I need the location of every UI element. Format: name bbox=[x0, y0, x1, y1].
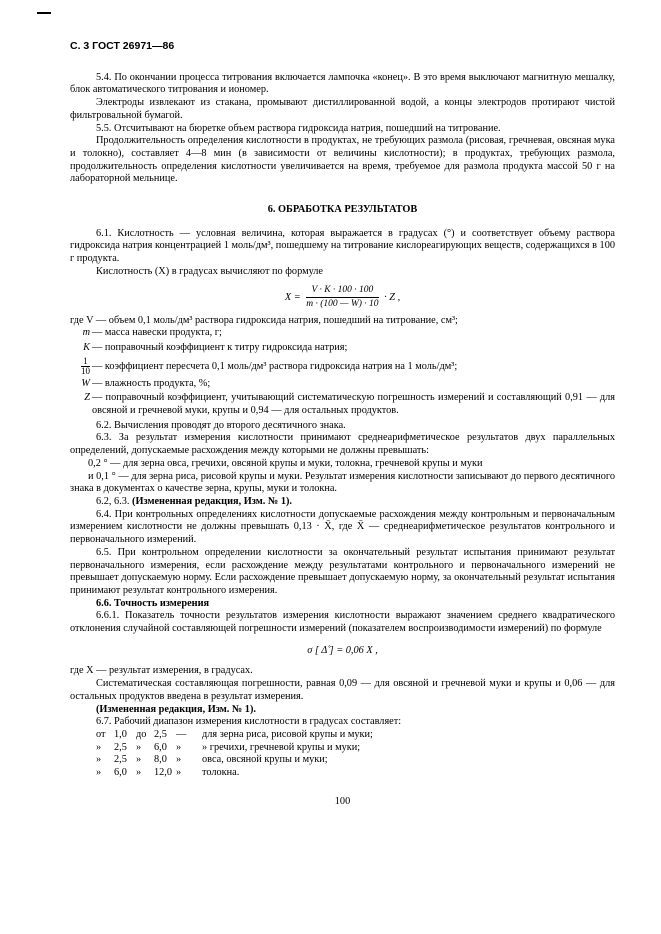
where-x: где X — результат измерения, в градусах. bbox=[70, 665, 253, 677]
amendment-note: (Измененная редакция, Изм. № 1). bbox=[132, 495, 292, 507]
formula-acidity bbox=[70, 285, 615, 310]
amendment-ref: 6.2, 6.3. bbox=[96, 495, 130, 507]
formula-lhs: X = bbox=[284, 291, 301, 303]
range-dash: — bbox=[176, 728, 187, 740]
definition-text: — влажность продукта, %; bbox=[92, 377, 211, 389]
range-from: 1,0 bbox=[114, 728, 127, 740]
para-6-1b: Кислотность (X) в градусах вычисляют по формуле bbox=[96, 265, 323, 277]
formula-sigma: σ [ Δ̊ ] = 0,06 X , bbox=[307, 644, 378, 656]
range-word: » bbox=[136, 741, 142, 753]
range-to: 2,5 bbox=[154, 728, 167, 740]
definition-text: — коэффициент пересчета 0,1 моль/дм³ раствора гидроксида натрия на 1 моль/дм³; bbox=[92, 360, 458, 372]
range-to: 6,0 bbox=[154, 741, 167, 753]
section-title: 6. ОБРАБОТКА РЕЗУЛЬТАТОВ bbox=[267, 204, 418, 216]
range-word: до bbox=[136, 728, 147, 740]
formula-denominator: m · (100 — W) · 10 bbox=[306, 298, 379, 309]
range-row bbox=[96, 729, 615, 742]
range-dash: » bbox=[176, 767, 182, 779]
corner-mark bbox=[37, 12, 51, 14]
definition-text: — поправочный коэффициент к титру гидроксида натрия; bbox=[92, 341, 348, 353]
fraction-top: 1 bbox=[81, 357, 90, 367]
para-6-6-1: 6.6.1. Показатель точности результатов измерения кислотности выражают значением среднего квадратического отклонения случайной составляющей погрешности измерений (показателем воспроизводимости измерений) по формуле bbox=[70, 610, 615, 635]
para-6-3: 6.3. За результат измерения кислотности принимают среднеарифметическое результатов двух параллельных определений, допускаемые расхождения между которыми не должны превышать: bbox=[70, 432, 615, 457]
range-word: » bbox=[96, 767, 102, 779]
fraction-bottom: 10 bbox=[81, 365, 90, 376]
para-5-4b: Электроды извлекают из стакана, промывают дистиллированной водой, а концы электродов протирают чистой фильтровальной бумагой. bbox=[70, 97, 615, 121]
range-text: овса, овсяной крупы и муки; bbox=[202, 754, 328, 766]
para-5-5b: Продолжительность определения кислотности в продуктах, не требующих размола (рисовая, гречневая, овсяная мука и толокно), составляет 4—8 мин (в зависимости от величины кислотности); в продуктах, требующих размола, продолжительность определения кислотности увеличивается на время, требуемое для размола продукта массой 50 г на лабораторной мельнице. bbox=[70, 135, 615, 185]
range-from: 2,5 bbox=[114, 754, 127, 766]
range-text: для зерна риса, рисовой крупы и муки; bbox=[202, 728, 373, 740]
range-dash: » bbox=[176, 754, 182, 766]
definition-text: — поправочный коэффициент, учитывающий систематическую погрешность измерений и составляющий 0,91 — для овсяной и гречневой муки, крупы и 0,94 — для остальных продуктов. bbox=[92, 392, 615, 417]
range-word: от bbox=[96, 728, 106, 740]
small-fraction bbox=[81, 357, 90, 376]
range-from: 6,0 bbox=[114, 767, 127, 779]
para-6-3a: 0,2 ° — для зерна овса, гречихи, овсяной крупы и муки, толокна, гречневой крупы и муки bbox=[88, 457, 483, 469]
range-table bbox=[68, 729, 615, 780]
range-to: 8,0 bbox=[154, 754, 167, 766]
para-systematic: Систематическая составляющая погрешности, равная 0,09 — для овсяной и гречневой муки и крупы и 0,06 — для остальных продуктов введена в результат измерения. bbox=[70, 678, 615, 702]
range-row bbox=[96, 754, 615, 767]
para-6-4: 6.4. При контрольных определениях кислотности допускаемые расхождения между контрольным и первоначальным измерением кислотности не должны превышать 0,13 · X̄, где X̄ — среднеарифметическое результатов контрольного и первоначального измерений. bbox=[70, 508, 615, 546]
para-6-3b: и 0,1 ° — для зерна риса, рисовой крупы и муки. Результат измерения кислотности записывают до первого десятичного знака в документах о качестве зерна, крупы, муки и толокна. bbox=[70, 470, 615, 495]
definition-symbol: m bbox=[82, 327, 90, 339]
range-text: толокна. bbox=[202, 767, 240, 779]
definition-symbol: Z bbox=[84, 392, 90, 404]
para-5-4: 5.4. По окончании процесса титрования включается лампочка «конец». В это время выключают магнитную мешалку, блок автоматического титрования и иономер. bbox=[70, 71, 615, 96]
para-6-6-heading: 6.6. Точность измерения bbox=[96, 597, 210, 609]
range-row bbox=[96, 767, 615, 780]
page-number: 100 bbox=[334, 795, 351, 807]
amendment-6-2-6-3 bbox=[70, 496, 615, 509]
formula-fraction bbox=[306, 285, 378, 310]
range-dash: » bbox=[176, 741, 182, 753]
range-word: » bbox=[136, 754, 142, 766]
range-text: » гречихи, гречневой крупы и муки; bbox=[202, 741, 361, 753]
amendment-note-2: (Измененная редакция, Изм. № 1). bbox=[96, 703, 256, 715]
range-to: 12,0 bbox=[154, 767, 173, 779]
para-5-5: 5.5. Отсчитывают на бюретке объем раствора гидроксида натрия, пошедший на титрование. bbox=[96, 122, 501, 134]
definition-text: — масса навески продукта, г; bbox=[92, 327, 222, 339]
definition bbox=[70, 327, 615, 340]
para-6-7: 6.7. Рабочий диапазон измерения кислотности в градусах составляет: bbox=[96, 716, 402, 728]
formula-numerator: V · K · 100 · 100 bbox=[306, 285, 378, 298]
range-row bbox=[96, 742, 615, 755]
para-6-2: 6.2. Вычисления проводят до второго десятичного знака. bbox=[96, 419, 346, 431]
range-word: » bbox=[96, 741, 102, 753]
page-header: С. 3 ГОСТ 26971—86 bbox=[70, 40, 175, 52]
definition-fraction bbox=[70, 357, 615, 376]
range-word: » bbox=[136, 767, 142, 779]
definition bbox=[70, 378, 615, 391]
definition-symbol: W bbox=[81, 377, 90, 389]
range-from: 2,5 bbox=[114, 741, 127, 753]
range-word: » bbox=[96, 754, 102, 766]
para-6-5: 6.5. При контрольном определении кислотности за окончательный результат испытания принимают результат первоначального измерения, если расхождение между результатами контрольного и первоначального измерений не превышает допускаемую норму. Если расхождение превышает допускаемую норму, за окончательный результат испытания принимают результат контрольного измерения. bbox=[70, 546, 615, 596]
definition-symbol: K bbox=[83, 341, 90, 353]
para-6-1: 6.1. Кислотность — условная величина, которая выражается в градусах (°) и соответствует объему раствора гидроксида натрия концентрацией 1 моль/дм³, пошедшему на титрование кислореагирующих веществ, содержащихся в 100 г продукта. bbox=[70, 227, 615, 265]
definition bbox=[70, 342, 615, 355]
where-v: где V — объем 0,1 моль/дм³ раствора гидроксида натрия, пошедший на титрование, см³; bbox=[70, 314, 458, 326]
formula-rhs: · Z , bbox=[384, 291, 401, 303]
document-page bbox=[70, 40, 615, 808]
definition bbox=[70, 392, 615, 417]
